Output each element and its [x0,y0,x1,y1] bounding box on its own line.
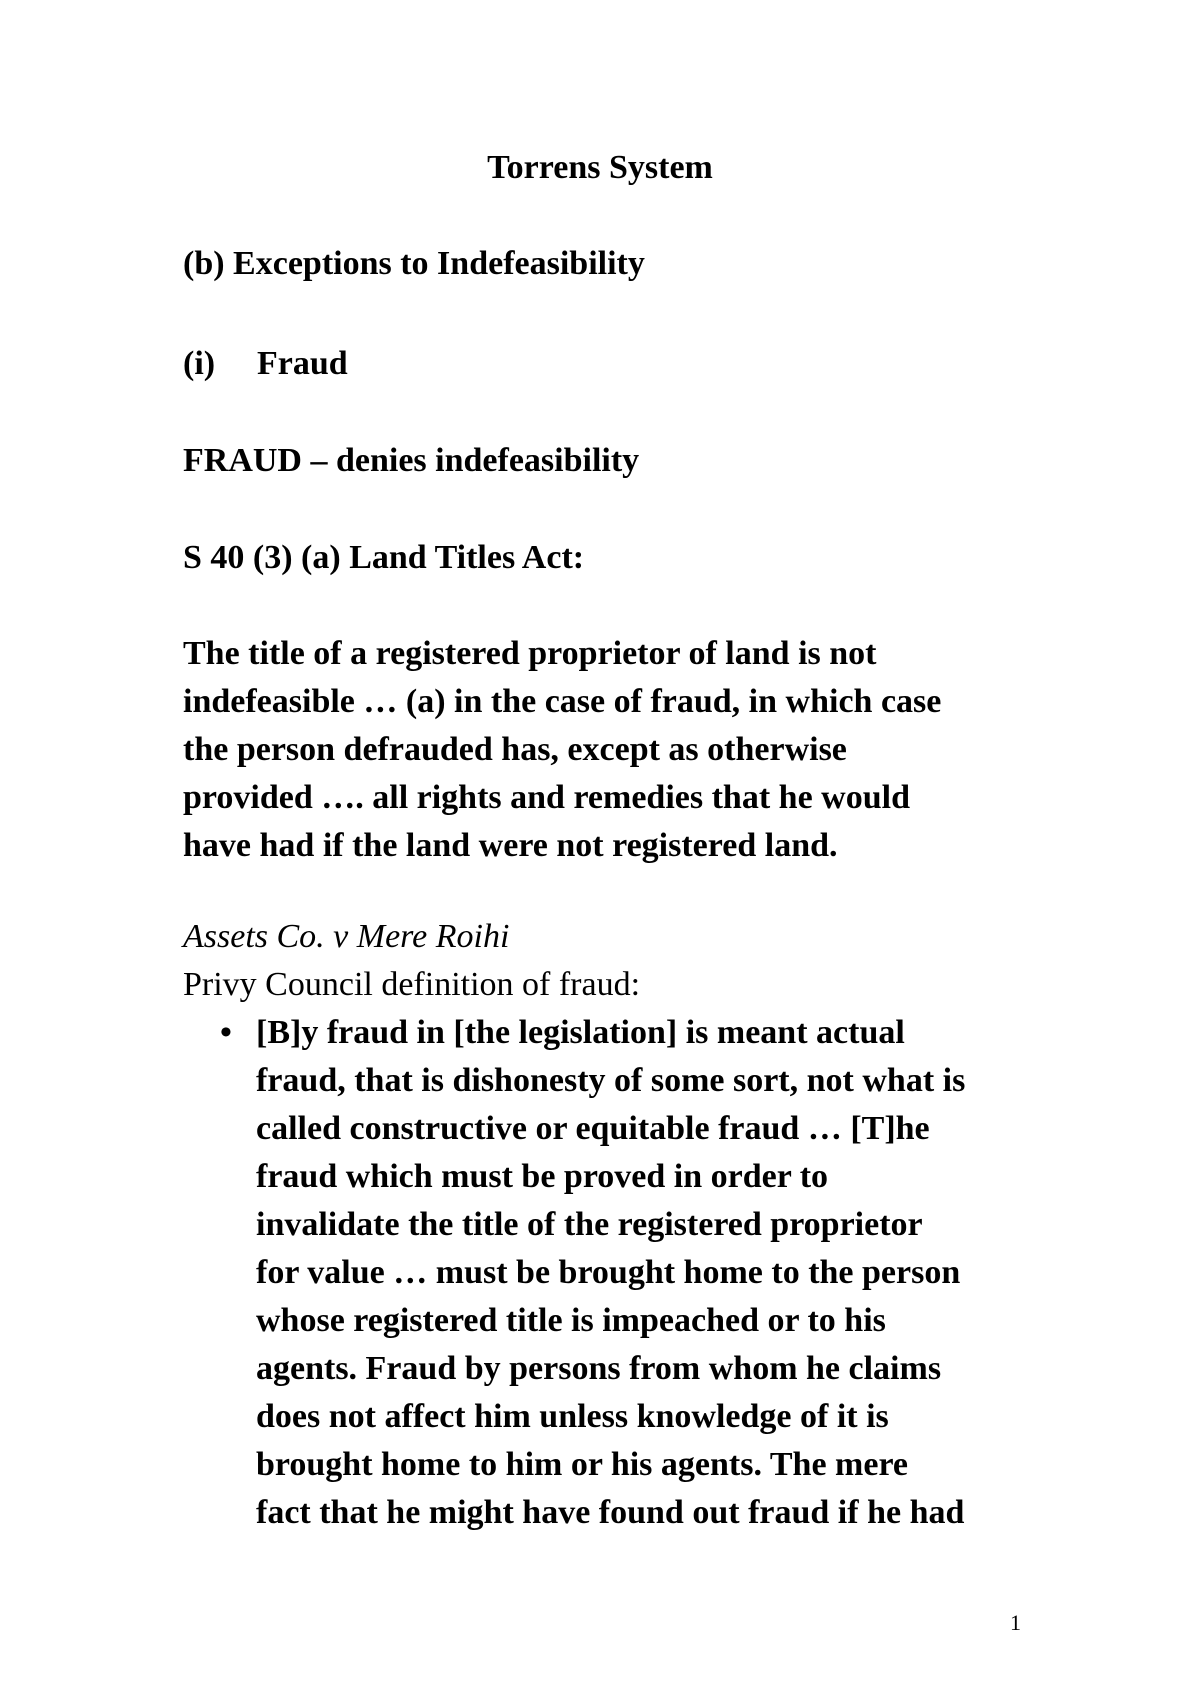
heading-label: Fraud [257,345,348,382]
section-heading-i [183,340,348,388]
bullet-line: brought home to him or his agents. The mere [256,1446,909,1483]
bullet-line: invalidate the title of the registered proprietor [256,1206,923,1243]
bullet-line: for value … must be brought home to the person [256,1254,961,1291]
bullet-line: called constructive or equitable fraud … [T]he [256,1110,930,1147]
quote-line: The title of a registered proprietor of land is not [183,635,877,672]
bullet-line: fraud, that is dishonesty of some sort, not what is [256,1062,966,1099]
quote-line: the person defrauded has, except as otherwise [183,731,847,768]
bullet-line: does not affect him unless knowledge of it is [256,1398,889,1435]
bullet-text [256,1009,965,1537]
case-name: Assets Co. v Mere Roihi [183,918,510,955]
bullet-marker: • [220,1014,232,1051]
privy-council-heading: Privy Council definition of fraud: [183,966,641,1003]
bullet-line: fact that he might have found out fraud if he had [256,1494,965,1531]
bullet-line: agents. Fraud by persons from whom he claims [256,1350,942,1387]
quote-line: provided …. all rights and remedies that he would [183,779,910,816]
section-heading-b: (b) Exceptions to Indefeasibility [183,245,645,282]
fraud-statement: FRAUD – denies indefeasibility [183,442,640,479]
document-title: Torrens System [487,149,713,186]
quote-line: indefeasible … (a) in the case of fraud, in which case [183,683,942,720]
quote-line: have had if the land were not registered land. [183,827,838,864]
heading-number: (i) [183,345,216,382]
statute-quote [183,630,941,870]
statute-reference: S 40 (3) (a) Land Titles Act: [183,539,585,576]
bullet-line: fraud which must be proved in order to [256,1158,829,1195]
page-number: 1 [1010,1610,1021,1635]
bullet-line: [B]y fraud in [the legislation] is meant actual [256,1014,905,1051]
bullet-line: whose registered title is impeached or to his [256,1302,886,1339]
